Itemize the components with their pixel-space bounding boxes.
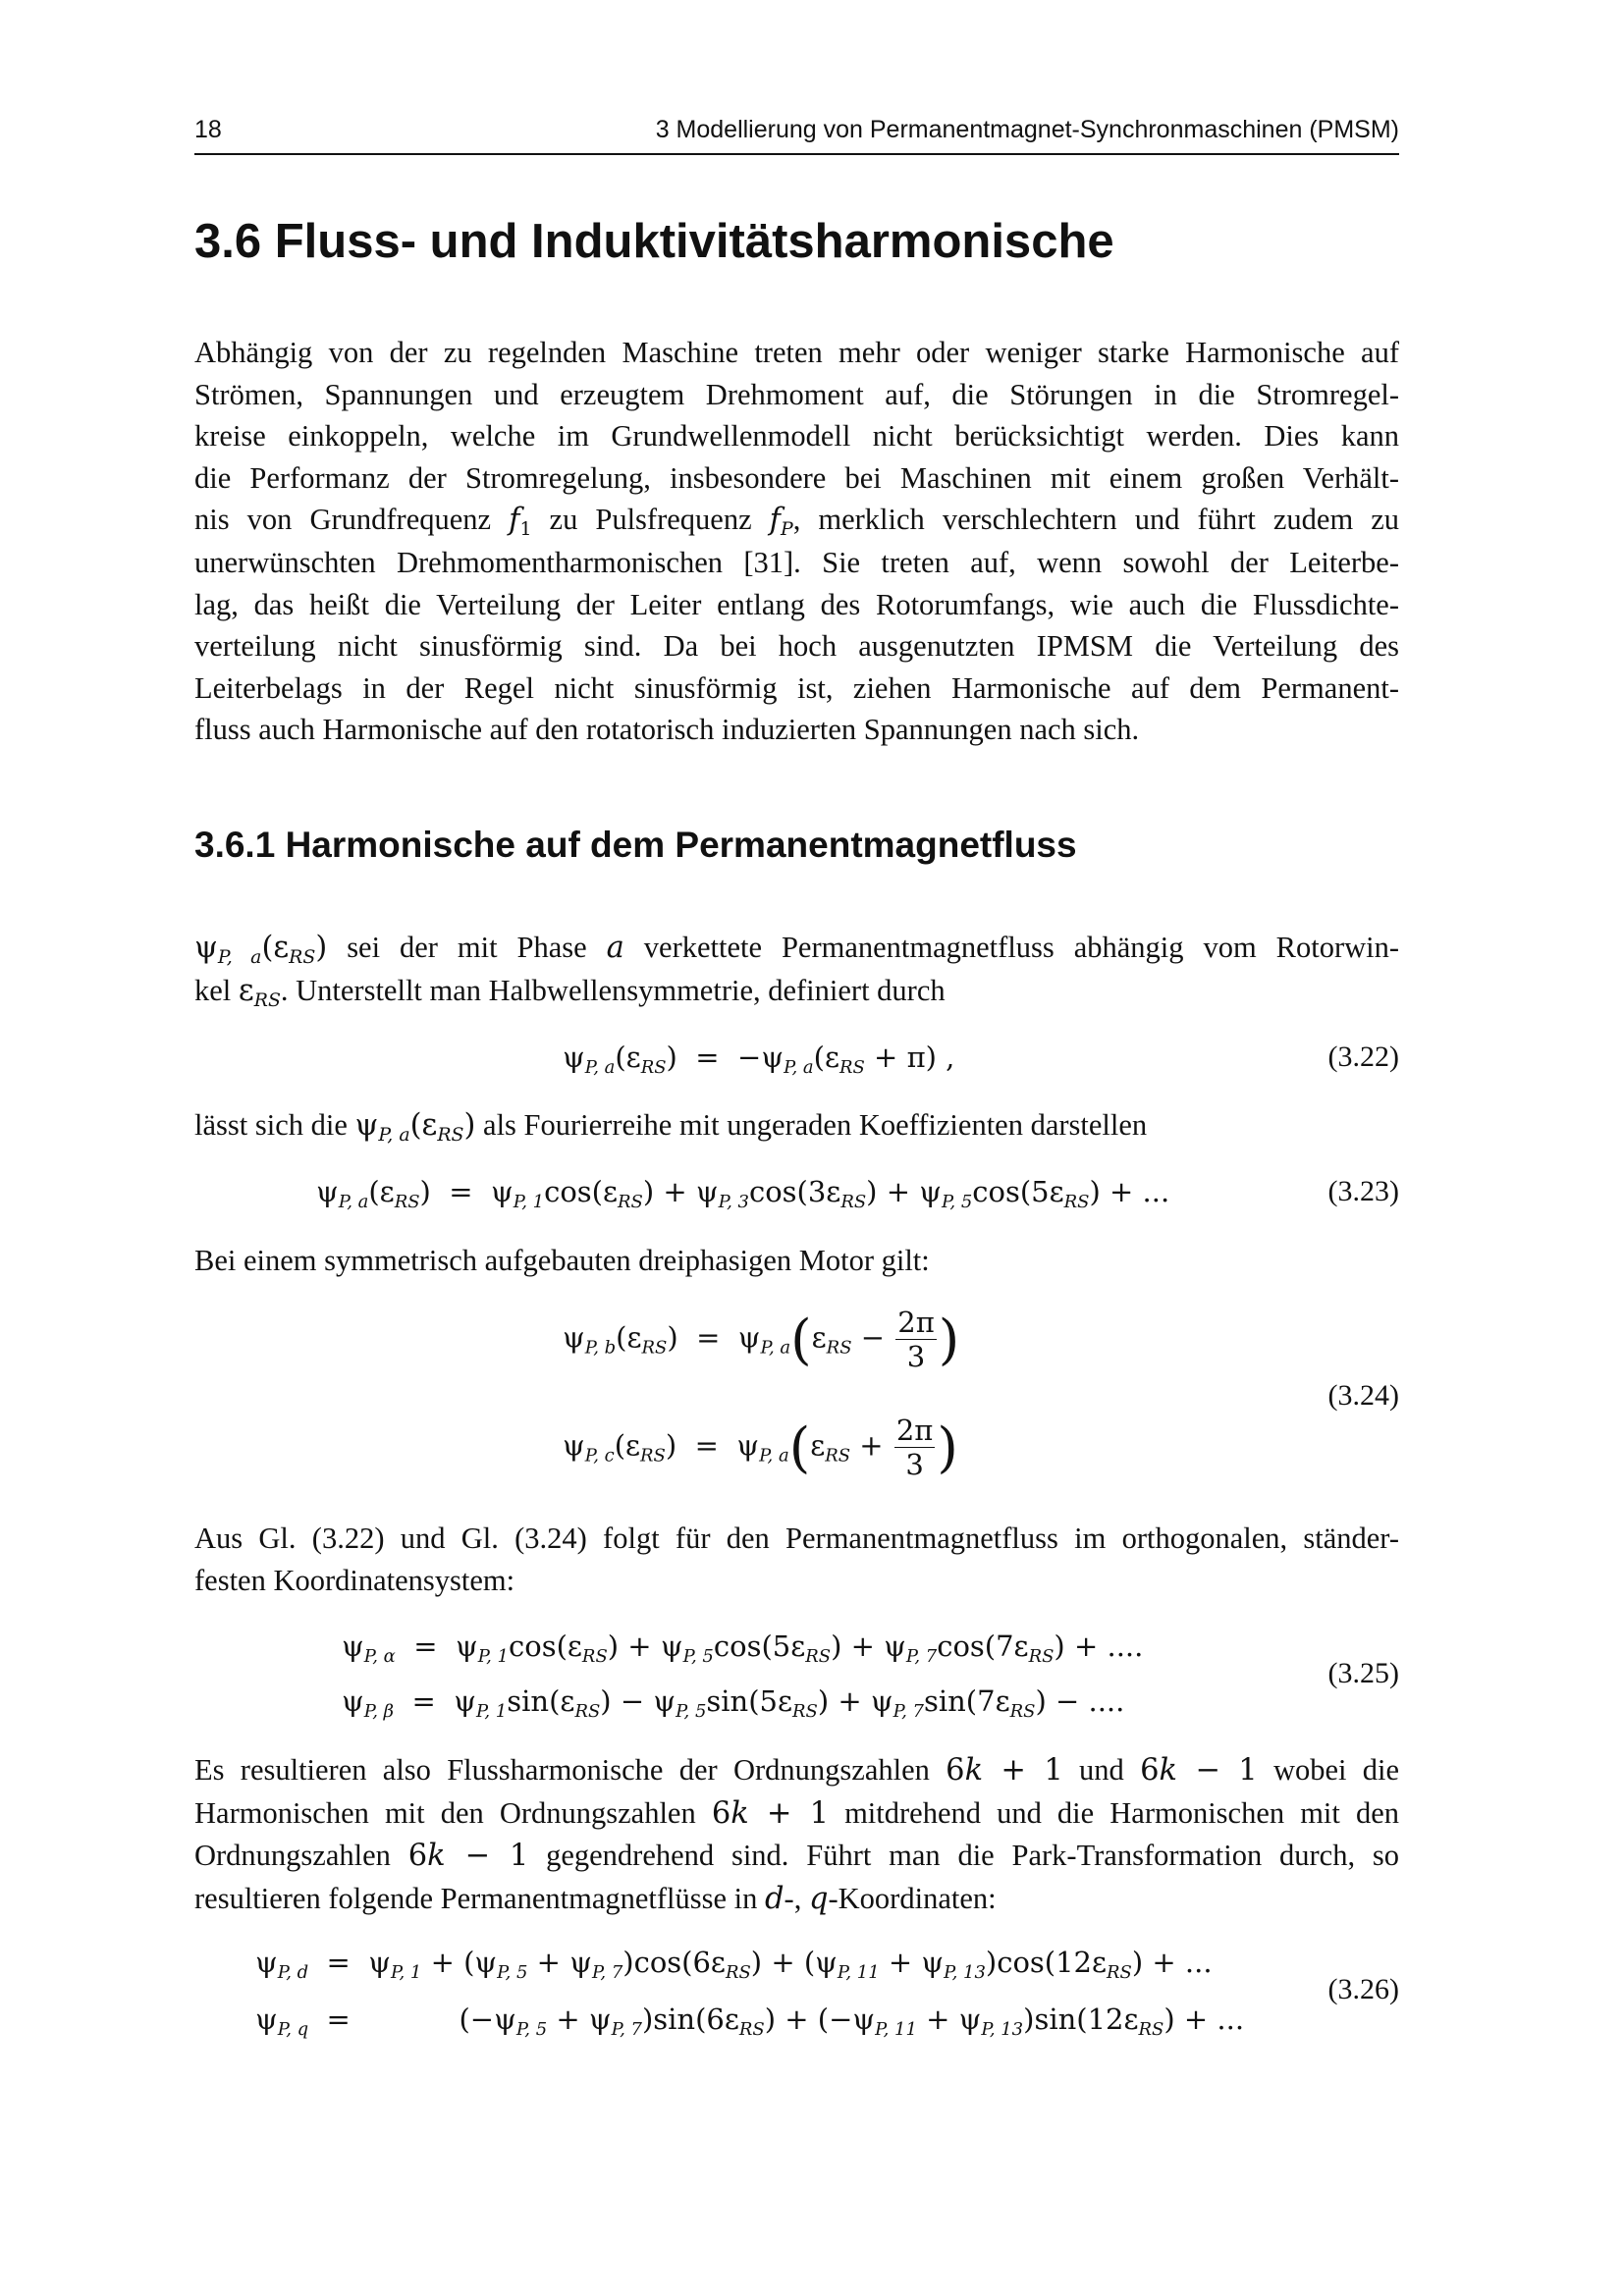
text-line: fluss auch Harmonische auf den rotatorisch induzierten Spannungen nach sich.	[194, 713, 1140, 747]
equation-3-24-c: $\psi_{P, c}(\varepsilon_{RS}) = \psi_{P, a}(\varepsilon_{RS}$ + $\frac{2\pi}{3}$ )	[563, 1414, 958, 1481]
text-line: nis von Grundfrequenz $f_1$ zu Pulsfrequenz $f_P$, merklich verschlechtern und führt zudem zu	[194, 503, 1400, 541]
equation-3-23: $\psi_{P, a}(\varepsilon_{RS}) = \psi_{P, 1}\cos(\varepsilon_{RS}) + \psi_{P, 3}\cos(3\varepsilon_{RS}) + \psi_{P, 5}\cos(5\varepsilon_{RS})$ + ...	[316, 1175, 1170, 1212]
text-line: kreise einkoppeln, welche im Grundwellenmodell nicht berücksichtigt werden. Dies kann	[194, 419, 1399, 454]
equation-3-24-b: $\psi_{P, b}(\varepsilon_{RS}) = \psi_{P, a}(\varepsilon_{RS}$ − $\frac{2\pi}{3}$ )	[563, 1306, 960, 1373]
page-number: 18	[194, 116, 222, 143]
text-line: lag, das heißt die Verteilung der Leiter entlang des Rotorumfangs, wie auch die Flussdichte-	[194, 587, 1399, 621]
equation-number: (3.22)	[1327, 1041, 1399, 1073]
text-line: die Performanz der Stromregelung, insbesondere bei Maschinen mit einem großen Verhält-	[194, 460, 1399, 495]
text-line: Leiterbelags in der Regel nicht sinusförmig ist, ziehen Harmonische auf dem Permanent-	[194, 670, 1399, 705]
paragraph-flux-definition: $\psi_{P, a}(\varepsilon_{RS})$ sei der mit Phase a verkettete Permanentmagnetfluss abhängig vom Rotorwin- kel $\varepsilon_{RS}$. Unterstellt man Halbwellensymmetrie, definiert durch	[194, 931, 1400, 1011]
equation-number: (3.25)	[1327, 1657, 1399, 1689]
subsection-heading: 3.6.1 Harmonische auf dem Permanentmagnetfluss	[194, 825, 1077, 865]
text-line: verteilung nicht sinusförmig sind. Da bei hoch ausgenutzten IPMSM die Verteilung des	[194, 629, 1399, 664]
equation-number: (3.24)	[1327, 1379, 1399, 1412]
equation-3-25-beta: $\psi_{P, \beta} = \psi_{P, 1}\sin(\varepsilon_{RS}) - \psi_{P, 5}\sin(5\varepsilon_{RS}) + \psi_{P, 7}\sin(7\varepsilon_{RS})$ − ....	[342, 1684, 1125, 1722]
equation-3-26-q: $\psi_{P, q}$ = $(-\psi_{P, 5} + \psi_{P, 7})\sin(6\varepsilon_{RS}) + (-\psi_{P, 11} + \psi_{P, 13})\sin(12\varepsilon_{RS})$ + ...	[255, 2002, 1245, 2040]
chapter-title: 3 Modellierung von Permanentmagnet-Synchronmaschinen (PMSM)	[655, 116, 1399, 143]
paragraph-orthogonal: Aus Gl. (3.22) und Gl. (3.24) folgt für den Permanentmagnetfluss im orthogonalen, ständer- festen Koordinatensystem:	[194, 1522, 1399, 1597]
equation-3-22: $\psi_{P, a}(\varepsilon_{RS}) = -\psi_{P, a}(\varepsilon_{RS} + \pi)$ ,	[563, 1041, 955, 1078]
running-header	[194, 116, 1399, 155]
equation-number: (3.23)	[1327, 1175, 1399, 1207]
intro-paragraph	[194, 332, 1399, 751]
section-heading: 3.6 Fluss- und Induktivitätsharmonische	[194, 215, 1114, 268]
equation-number: (3.26)	[1327, 1973, 1399, 2005]
text-line: Strömen, Spannungen und erzeugtem Drehmoment auf, die Störungen in die Stromregel-	[194, 377, 1399, 411]
paragraph-park: Es resultieren also Flussharmonische der Ordnungszahlen 6k + 1 und 6k − 1 wobei die Harmonischen mit den Ordnungszahlen 6k + 1 mitdrehend und die Harmonischen mit den Ordnungszahlen 6k − 1 gegendrehend sind. Führt man die Park-Transformation durch, so resultieren folgende Permanentmagnetflüsse in d-, q-Koordinaten:	[194, 1753, 1400, 1916]
equation-3-26-d: $\psi_{P, d} = \psi_{P, 1} + (\psi_{P, 5} + \psi_{P, 7})\cos(6\varepsilon_{RS}) + (\psi_{P, 11} + \psi_{P, 13})\cos(12\varepsilon_{RS})$ + ...	[255, 1946, 1213, 1983]
text-line: Abhängig von der zu regelnden Maschine treten mehr oder weniger starke Harmonische auf	[194, 336, 1399, 369]
paragraph-symmetric-motor: Bei einem symmetrisch aufgebauten dreiphasigen Motor gilt:	[194, 1244, 930, 1277]
equation-3-25-alpha: $\psi_{P, \alpha} = \psi_{P, 1}\cos(\varepsilon_{RS}) + \psi_{P, 5}\cos(5\varepsilon_{RS}) + \psi_{P, 7}\cos(7\varepsilon_{RS})$ + ....	[342, 1629, 1144, 1667]
text-line: unerwünschten Drehmomentharmonischen [31]. Sie treten auf, wenn sowohl der Leiterbe-	[194, 545, 1399, 579]
paragraph-fourier: lässt sich die $\psi_{P, a}(\varepsilon_{RS})$ als Fourierreihe mit ungeraden Koeffizienten darstellen	[194, 1108, 1148, 1147]
header-rule	[194, 153, 1399, 155]
